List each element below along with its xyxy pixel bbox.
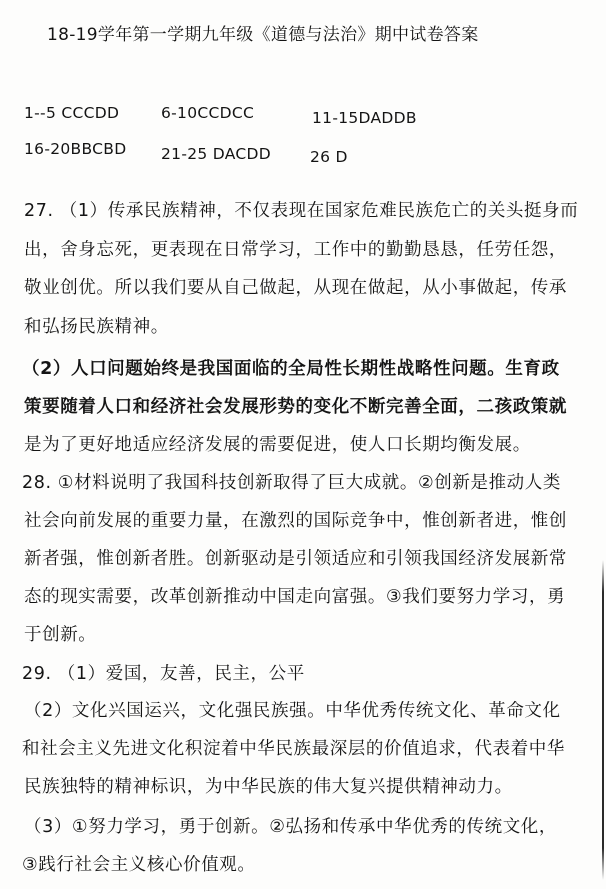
q28-line: 社会向前发展的重要力量，在激烈的国际竞争中，惟创新者进，惟创 — [24, 511, 567, 531]
q28-line: 态的现实需要，改革创新推动中国走向富强。③我们要努力学习，勇 — [24, 587, 566, 607]
answer-group: 11-15DADDB — [312, 109, 417, 127]
q29-part1-line: 29. （1）爱国，友善，民主，公平 — [22, 664, 305, 684]
q27-part1-line: 27. （1）传承民族精神，不仅表现在国家危难民族危亡的关头挺身而 — [24, 201, 579, 221]
answer-group: 1--5 CCCDD — [24, 104, 120, 122]
answer-group: 16-20BBCBD — [24, 140, 127, 158]
q29-part2-line: 民族独特的精神标识，为中华民族的伟大复兴提供精神动力。 — [24, 777, 513, 797]
q29-part3-line: ③践行社会主义核心价值观。 — [22, 855, 256, 875]
q27-part2-line: （2）人口问题始终是我国面临的全局性长期性战略性问题。生育政 — [22, 359, 560, 379]
page-title: 18-19学年第一学期九年级《道德与法治》期中试卷答案 — [47, 25, 479, 45]
answer-group: 26 D — [310, 148, 348, 166]
q27-part1-line: 出，舍身忘死，更表现在日常学习，工作中的勤勤恳恳，任劳任怨， — [24, 240, 567, 260]
answer-group: 6-10CCDCC — [161, 104, 255, 122]
q27-part1-line: 和弘扬民族精神。 — [24, 317, 169, 337]
q29-part2-line: （2）文化兴国运兴，文化强民族强。中华优秀传统文化、革命文化 — [24, 701, 561, 721]
answer-group: 21-25 DACDD — [161, 145, 271, 163]
q27-part2-line: 是为了更好地适应经济发展的需要促进，使人口长期均衡发展。 — [24, 435, 531, 455]
q27-part2-line: 策要随着人口和经济社会发展形势的变化不断完善全面，二孩政策就 — [24, 397, 567, 417]
q27-part1-line: 敬业创优。所以我们要从自己做起，从现在做起，从小事做起，传承 — [24, 278, 567, 298]
q29-part2-line: 和社会主义先进文化积淀着中华民族最深层的价值追求，代表着中华 — [22, 739, 565, 759]
q28-line: 28. ①材料说明了我国科技创新取得了巨大成就。②创新是推动人类 — [22, 473, 561, 493]
q28-line: 于创新。 — [24, 625, 97, 645]
scan-edge-line — [602, 560, 604, 880]
q29-part3-line: （3）①努力学习，勇于创新。②弘扬和传承中华优秀的传统文化， — [24, 817, 558, 837]
q28-line: 新者强，惟创新者胜。创新驱动是引领适应和引领我国经济发展新常 — [24, 549, 567, 569]
